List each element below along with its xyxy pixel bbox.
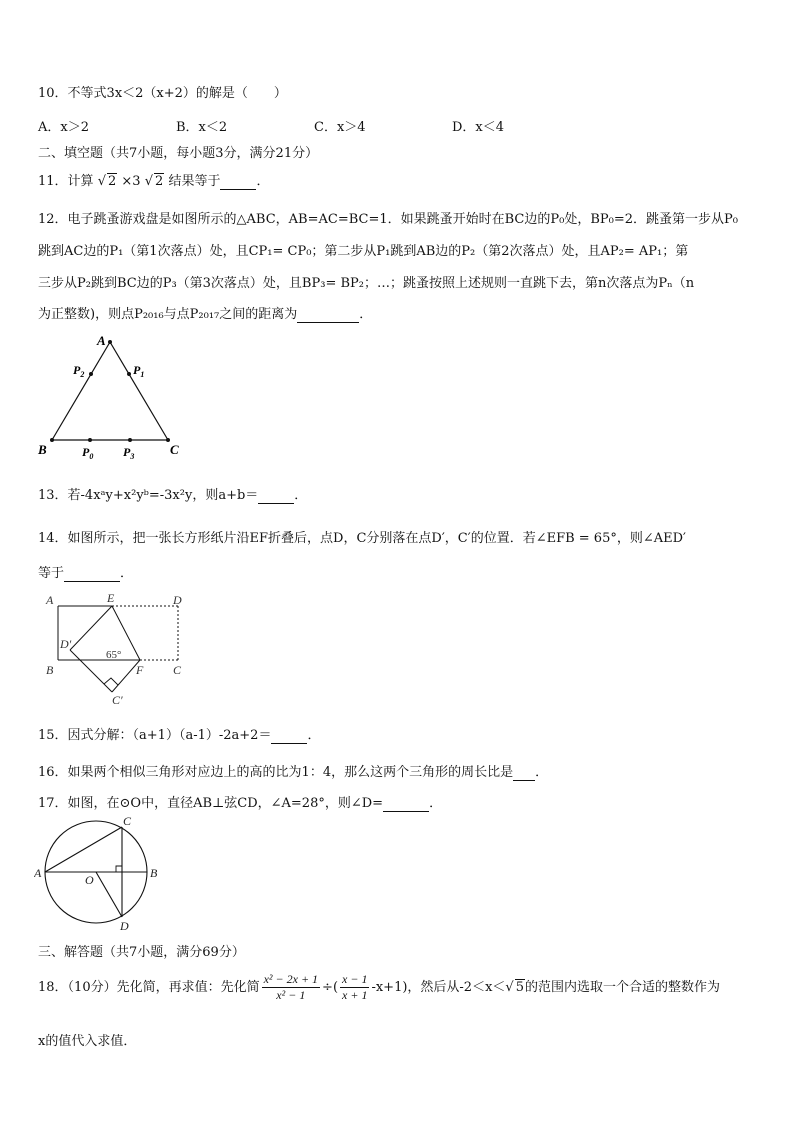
point-p1 <box>127 372 131 376</box>
angle-65-label: 65° <box>106 649 122 661</box>
label-o: O <box>85 873 94 887</box>
q12-line-1: 12．电子跳蚤游戏盘是如图所示的△ABC，AB=AC=BC=1．如果跳蚤开始时在BC边的P₀处，BP₀=2．跳蚤第一步从P₀ <box>38 212 738 227</box>
sqrt-symbol: √ <box>505 980 514 995</box>
sqrt-symbol: √ <box>97 174 106 189</box>
triangle-side-ac <box>110 342 168 440</box>
q11 <box>38 170 269 190</box>
q17-circle-figure <box>34 812 164 934</box>
fraction-1-denominator: x² − 1 <box>276 988 306 1002</box>
label-a: A <box>46 593 54 607</box>
q17-answer-blank <box>383 796 429 812</box>
point-p0 <box>88 438 92 442</box>
q15 <box>38 724 320 744</box>
q12-answer-blank <box>297 307 359 323</box>
label-b: B <box>150 866 158 880</box>
q14-end: ． <box>120 566 134 581</box>
label-c: C <box>123 814 132 828</box>
q12-line-4-text: 为正整数)，则点P₂₀₁₆与点P₂₀₁₇之间的距离为 <box>38 307 298 322</box>
q18-suffix: 的范围内选取一个合适的整数作为 <box>525 980 721 995</box>
q11-prefix: 11．计算 <box>38 174 94 189</box>
q18-mid: -x+1)，然后从-2＜x＜ <box>371 980 506 995</box>
q14-line-2 <box>38 562 133 582</box>
q17-end: ． <box>429 796 443 811</box>
q16-answer-blank <box>513 765 535 781</box>
q18-radicand: 5 <box>515 980 524 995</box>
q10-stem: 10．不等式3x＜2（x+2）的解是（ ） <box>38 86 287 101</box>
q10-option-a: A．x＞2 <box>38 120 89 135</box>
q13 <box>38 484 307 504</box>
label-c: C <box>173 663 182 677</box>
label-a: A <box>97 333 106 348</box>
q12-triangle-figure <box>30 330 190 465</box>
q18-line-2: x的值代入求值． <box>38 1034 137 1049</box>
q18-line-1 <box>38 972 720 1003</box>
q14-line-1: 14．如图所示，把一张长方形纸片沿EF折叠后，点D，C分别落在点D′，C′的位置．若∠EFB = 65°，则∠AED′ <box>38 531 686 546</box>
q11-end: ． <box>256 174 270 189</box>
point-p3 <box>128 438 132 442</box>
label-p1: $P_1$ <box>133 363 145 379</box>
label-a: A <box>34 866 42 880</box>
q10-option-c: C．x＞4 <box>314 120 366 135</box>
q18-fraction-2 <box>340 972 369 1003</box>
label-e: E <box>107 591 115 605</box>
q12-line-3: 三步从P₂跳到BC边的P₃（第3次落点）处，且BP₃= BP₂；…；跳蚤按照上述规则一直跳下去，第n次落点为Pₙ（n <box>38 276 695 291</box>
section-2-heading: 二、填空题（共7小题，每小题3分，满分21分） <box>38 146 319 161</box>
q10-option-b: B．x＜2 <box>176 120 228 135</box>
q16-text: 16．如果两个相似三角形对应边上的高的比为1：4，那么这两个三角形的周长比是 <box>38 765 514 780</box>
q12-line-4 <box>38 303 372 323</box>
q18-prefix: 18．（10分）先化简，再求值：先化简 <box>38 980 260 995</box>
q18-fraction-1 <box>262 972 320 1003</box>
point-a <box>108 340 112 344</box>
q16-end: ． <box>535 765 549 780</box>
q11-radicand-1: 2 <box>107 174 117 189</box>
q16 <box>38 761 548 781</box>
fraction-2-numerator: x − 1 <box>342 972 368 986</box>
q13-answer-blank <box>258 488 294 504</box>
q15-end: ． <box>307 728 321 743</box>
label-p3: $P_3$ <box>123 445 135 461</box>
point-b <box>50 438 54 442</box>
sqrt-symbol: √ <box>144 174 154 189</box>
edge-ed-prime <box>70 606 112 650</box>
q11-times: ×3 <box>121 174 141 189</box>
q17-text: 17．如图，在⊙O中，直径AB⊥弦CD，∠A=28°，则∠D= <box>38 796 384 811</box>
q13-text: 13．若-4xᵃy+x²yᵇ=-3x²y，则a+b＝ <box>38 488 259 503</box>
label-f: F <box>136 663 144 677</box>
right-angle-mark <box>104 678 118 685</box>
q12-line-2: 跳到AC边的P₁（第1次落点）处，且CP₁= CP₀；第二步从P₁跳到AB边的P₂（第2次落点）处，且AP₂= AP₁；第 <box>38 244 689 259</box>
point-p2 <box>89 372 93 376</box>
q11-suffix: 结果等于 <box>168 174 221 189</box>
q17 <box>38 792 442 812</box>
q12-end: ． <box>359 307 373 322</box>
q11-answer-blank <box>220 174 256 190</box>
label-b: B <box>38 442 47 457</box>
fraction-1-numerator: x² − 2x + 1 <box>263 972 319 986</box>
label-c: C <box>170 442 179 457</box>
q14-fold-figure <box>40 588 200 710</box>
label-d-prime: D′ <box>60 637 72 651</box>
section-3-heading: 三、解答题（共7小题，满分69分） <box>38 945 245 960</box>
q14-line-2-text: 等于 <box>38 566 65 581</box>
q15-text: 15．因式分解：（a+1）（a-1）-2a+2＝ <box>38 728 272 743</box>
q15-answer-blank <box>271 728 307 744</box>
segment-ac <box>45 827 122 872</box>
q14-answer-blank <box>64 566 120 582</box>
fraction-2-denominator: x + 1 <box>342 988 368 1002</box>
label-p0: $P_0$ <box>82 445 94 461</box>
right-angle-mark <box>116 866 122 872</box>
q10-option-d: D．x＜4 <box>452 120 505 135</box>
label-c-prime: C′ <box>112 693 123 707</box>
label-d: D <box>173 593 182 607</box>
triangle-side-ab <box>52 342 110 440</box>
label-p2: $P_2$ <box>73 363 85 379</box>
q18-divide: ÷( <box>322 980 339 995</box>
label-d: D <box>120 919 129 933</box>
label-b: B <box>46 663 54 677</box>
segment-od <box>96 872 122 917</box>
q13-end: ． <box>294 488 308 503</box>
q11-radicand-2: 2 <box>155 174 164 189</box>
